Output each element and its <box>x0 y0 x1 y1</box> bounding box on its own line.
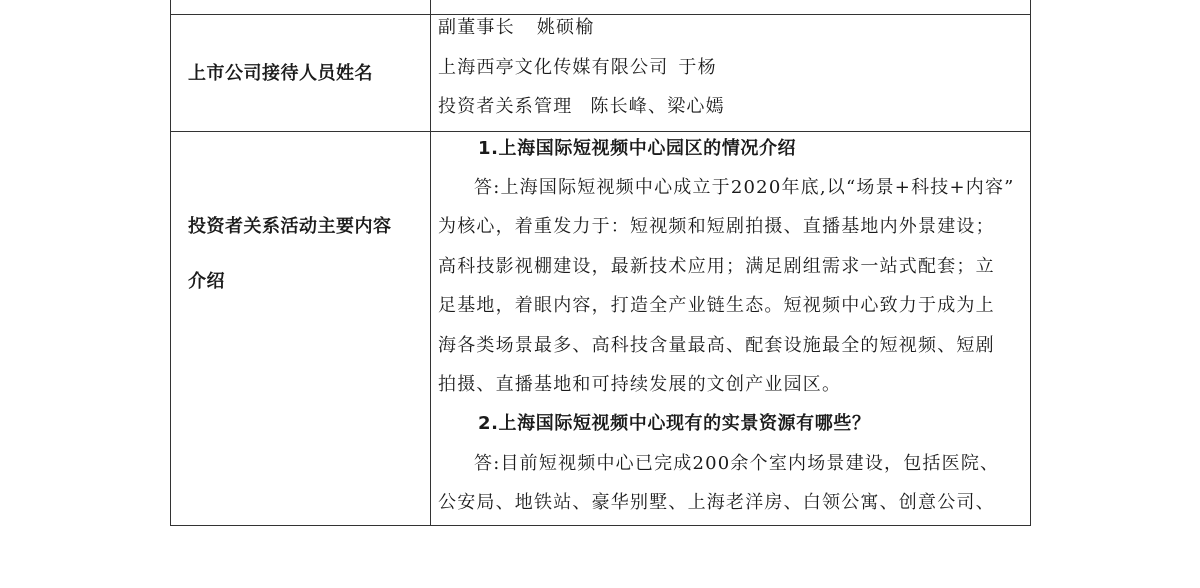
table-border-left <box>170 0 171 526</box>
table-border-right <box>1030 0 1031 526</box>
paragraph-line: 海各类场景最多、高科技含量最高、配套设施最全的短视频、短剧 <box>438 335 995 356</box>
row-label-activity-content-line2: 介绍 <box>188 271 225 292</box>
staff-entry <box>438 56 717 80</box>
paragraph-line: 为核心，着重发力于：短视频和短剧拍摄、直播基地内外景建设； <box>438 216 995 237</box>
paragraph-line: 公安局、地铁站、豪华别墅、上海老洋房、白领公寓、创意公司、 <box>438 492 995 513</box>
paragraph-line: 答:上海国际短视频中心成立于2020年底,以“场景+科技+内容” <box>474 177 1015 198</box>
section-heading: 1.上海国际短视频中心园区的情况介绍 <box>478 138 797 159</box>
paragraph-line: 足基地，着眼内容，打造全产业链生态。短视频中心致力于成为上 <box>438 295 995 316</box>
staff-entry <box>438 95 725 119</box>
staff-entry <box>438 16 594 40</box>
table-column-divider <box>430 0 431 526</box>
row-label-activity-content-line1: 投资者关系活动主要内容 <box>188 216 392 237</box>
staff-names: 陈长峰、梁心嫣 <box>590 96 725 117</box>
staff-names: 姚硕榆 <box>536 17 595 38</box>
section-heading: 2.上海国际短视频中心现有的实景资源有哪些？ <box>478 413 871 434</box>
paragraph-line: 高科技影视棚建设，最新技术应用；满足剧组需求一站式配套；立 <box>438 256 995 277</box>
staff-title: 上海西亭文化传媒有限公司 <box>438 57 669 78</box>
paragraph-line: 拍摄、直播基地和可持续发展的文创产业园区。 <box>438 374 842 395</box>
staff-names: 于杨 <box>678 57 717 78</box>
staff-title: 投资者关系管理 <box>438 96 573 117</box>
staff-title: 副董事长 <box>438 17 515 38</box>
row-label-reception-staff: 上市公司接待人员姓名 <box>188 63 373 84</box>
table-border-top-row <box>170 14 1031 15</box>
table-border-bottom <box>170 525 1031 526</box>
paragraph-line: 答:目前短视频中心已完成200余个室内场景建设，包括医院、 <box>474 453 1000 474</box>
table-row-divider <box>170 131 1031 132</box>
